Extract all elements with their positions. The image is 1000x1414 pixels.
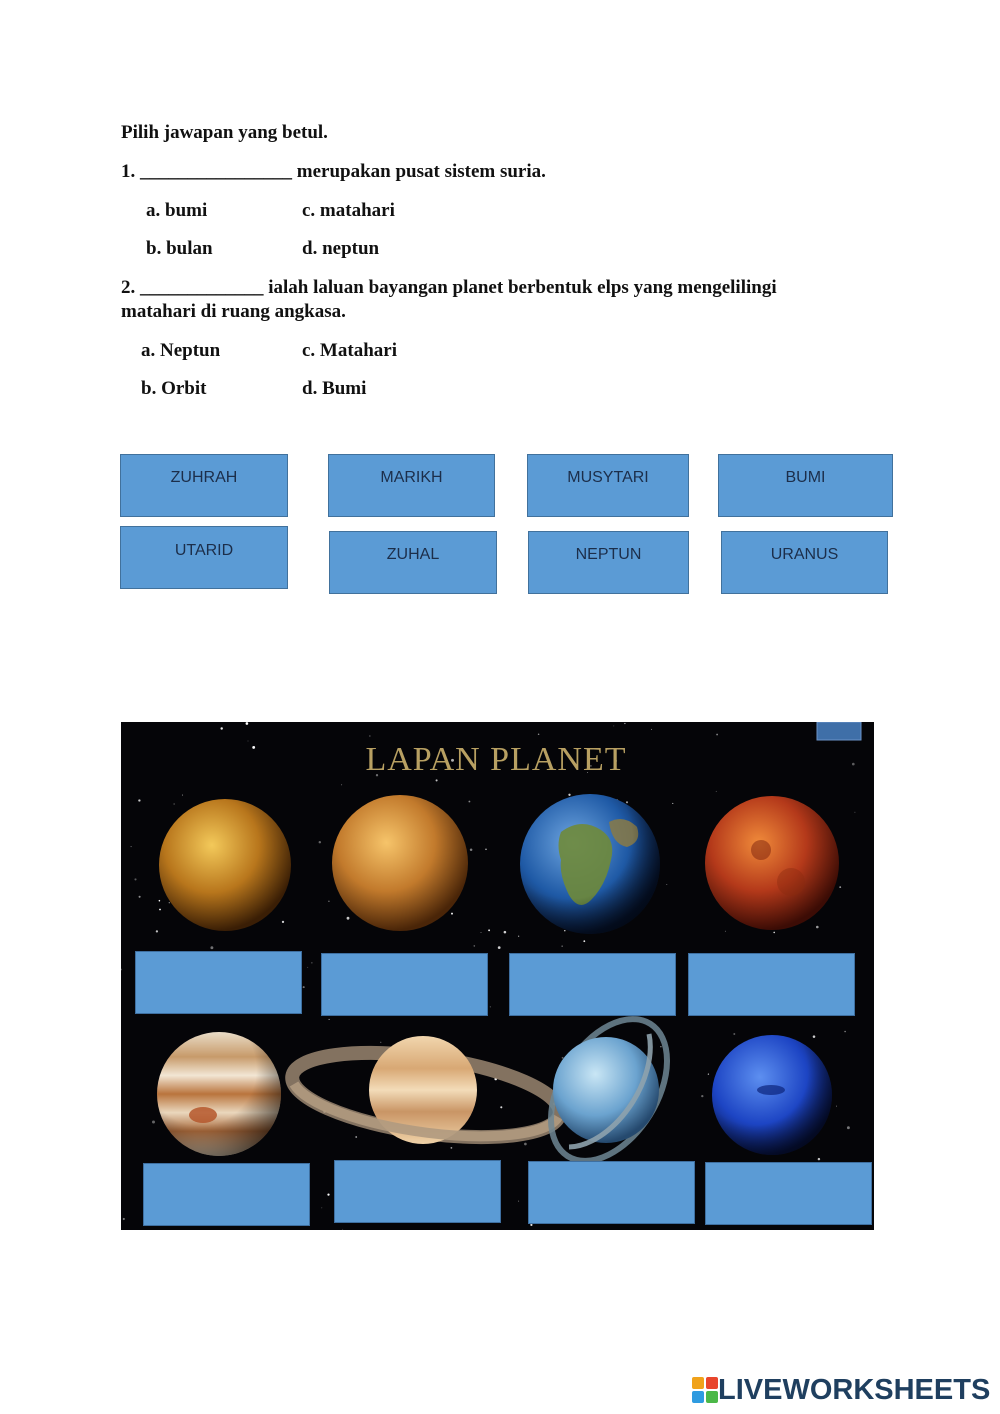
star — [481, 932, 482, 933]
q1-option-d[interactable]: d. neptun — [302, 238, 380, 259]
earth-planet — [520, 794, 660, 934]
drop-box-mercury[interactable] — [135, 951, 302, 1014]
star — [672, 803, 673, 804]
q1-option-c[interactable]: c. matahari — [302, 200, 395, 221]
star — [818, 1158, 820, 1160]
star — [844, 1031, 846, 1033]
star — [321, 1207, 322, 1208]
answer-box-utarid[interactable]: UTARID — [120, 526, 288, 589]
q2-option-c[interactable]: c. Matahari — [302, 340, 397, 361]
star — [303, 986, 305, 988]
star — [329, 1019, 330, 1020]
star — [854, 812, 855, 813]
star — [311, 962, 312, 963]
q2-option-d[interactable]: d. Bumi — [302, 378, 367, 399]
star — [518, 936, 519, 937]
star — [716, 791, 717, 792]
star — [504, 931, 507, 934]
corner-button[interactable] — [817, 722, 861, 740]
star — [485, 848, 487, 850]
star — [347, 917, 350, 920]
star — [131, 846, 132, 847]
star — [562, 946, 563, 947]
neptune-planet — [712, 1035, 832, 1155]
star — [182, 795, 183, 796]
q2-option-a[interactable]: a. Neptun — [141, 340, 221, 361]
star — [470, 848, 473, 851]
star — [624, 723, 625, 724]
star — [220, 727, 222, 729]
planet-image — [121, 722, 874, 1230]
star — [716, 734, 718, 736]
star — [562, 1057, 564, 1059]
star — [568, 794, 570, 796]
star — [701, 1095, 703, 1097]
star — [733, 1033, 735, 1035]
star — [451, 1147, 453, 1149]
question-2-line2: matahari di ruang angkasa. — [121, 301, 346, 322]
star — [328, 900, 330, 902]
star — [159, 909, 161, 911]
star — [252, 746, 255, 749]
star — [319, 841, 321, 843]
answer-box-zuhrah[interactable]: ZUHRAH — [120, 454, 288, 517]
star — [473, 945, 475, 947]
star — [530, 1224, 532, 1226]
image-title: LAPAN PLANET — [365, 741, 627, 778]
star — [282, 921, 284, 923]
answer-box-zuhal[interactable]: ZUHAL — [329, 531, 497, 594]
logo-text: LIVEWORKSHEETS — [718, 1373, 991, 1406]
star — [626, 801, 628, 803]
star — [169, 902, 170, 903]
question-2-line1: 2. _____________ ialah laluan bayangan planet berbentuk elps yang mengelilingi — [121, 277, 777, 298]
star — [246, 722, 249, 725]
star — [134, 878, 136, 880]
star — [816, 926, 819, 929]
star — [327, 1194, 329, 1196]
answer-box-musytari[interactable]: MUSYTARI — [527, 454, 689, 517]
star — [451, 913, 453, 915]
answer-box-bumi[interactable]: BUMI — [718, 454, 893, 517]
star — [847, 1126, 850, 1129]
star — [248, 741, 249, 742]
star — [468, 801, 470, 803]
star — [138, 799, 140, 801]
star — [666, 884, 667, 885]
star — [123, 1218, 125, 1220]
star — [307, 967, 308, 968]
star — [159, 900, 161, 902]
star — [342, 1229, 343, 1230]
star — [490, 1006, 491, 1007]
star — [355, 1136, 357, 1138]
q1-option-a[interactable]: a. bumi — [146, 200, 208, 221]
star — [773, 932, 775, 934]
instruction-text: Pilih jawapan yang betul. — [121, 122, 328, 143]
mercury-planet — [159, 799, 291, 931]
star — [660, 1046, 661, 1047]
drop-box-venus[interactable] — [321, 953, 488, 1016]
star — [538, 733, 540, 735]
drop-box-mars[interactable] — [688, 953, 855, 1016]
star — [210, 946, 213, 949]
q2-option-b[interactable]: b. Orbit — [141, 378, 207, 399]
star — [436, 779, 438, 781]
star — [613, 725, 614, 726]
star — [583, 940, 585, 942]
answer-box-marikh[interactable]: MARIKH — [328, 454, 495, 517]
star — [500, 1106, 502, 1108]
drop-box-saturn[interactable] — [334, 1160, 501, 1223]
star — [524, 1143, 527, 1146]
star — [380, 1042, 381, 1043]
star — [651, 729, 652, 730]
venus-planet — [332, 795, 468, 931]
answer-box-uranus[interactable]: URANUS — [721, 531, 888, 594]
liveworksheets-logo — [692, 1374, 990, 1406]
star — [341, 784, 342, 785]
q1-option-b[interactable]: b. bulan — [146, 238, 213, 259]
star — [174, 804, 175, 805]
star — [813, 1035, 816, 1038]
star — [139, 896, 141, 898]
drop-box-jupiter[interactable] — [143, 1163, 310, 1226]
star — [518, 1201, 519, 1202]
star — [852, 763, 855, 766]
star — [369, 736, 370, 737]
star — [121, 969, 122, 971]
drop-box-earth[interactable] — [509, 953, 676, 1016]
star — [708, 1073, 709, 1074]
star — [488, 929, 490, 931]
drop-box-neptune[interactable] — [705, 1162, 872, 1225]
question-1: 1. ________________ merupakan pusat sistem suria. — [121, 161, 546, 182]
jupiter-planet — [157, 1032, 281, 1156]
liveworksheets-icon — [692, 1377, 718, 1403]
star — [152, 1121, 155, 1124]
mars-planet — [705, 796, 839, 930]
star — [498, 946, 501, 949]
answer-box-neptun[interactable]: NEPTUN — [528, 531, 689, 594]
star — [839, 886, 841, 888]
star — [836, 1106, 837, 1107]
star — [564, 930, 565, 931]
saturn-planet — [287, 1036, 565, 1151]
drop-box-uranus[interactable] — [528, 1161, 695, 1224]
star — [156, 930, 158, 932]
star — [725, 931, 726, 932]
